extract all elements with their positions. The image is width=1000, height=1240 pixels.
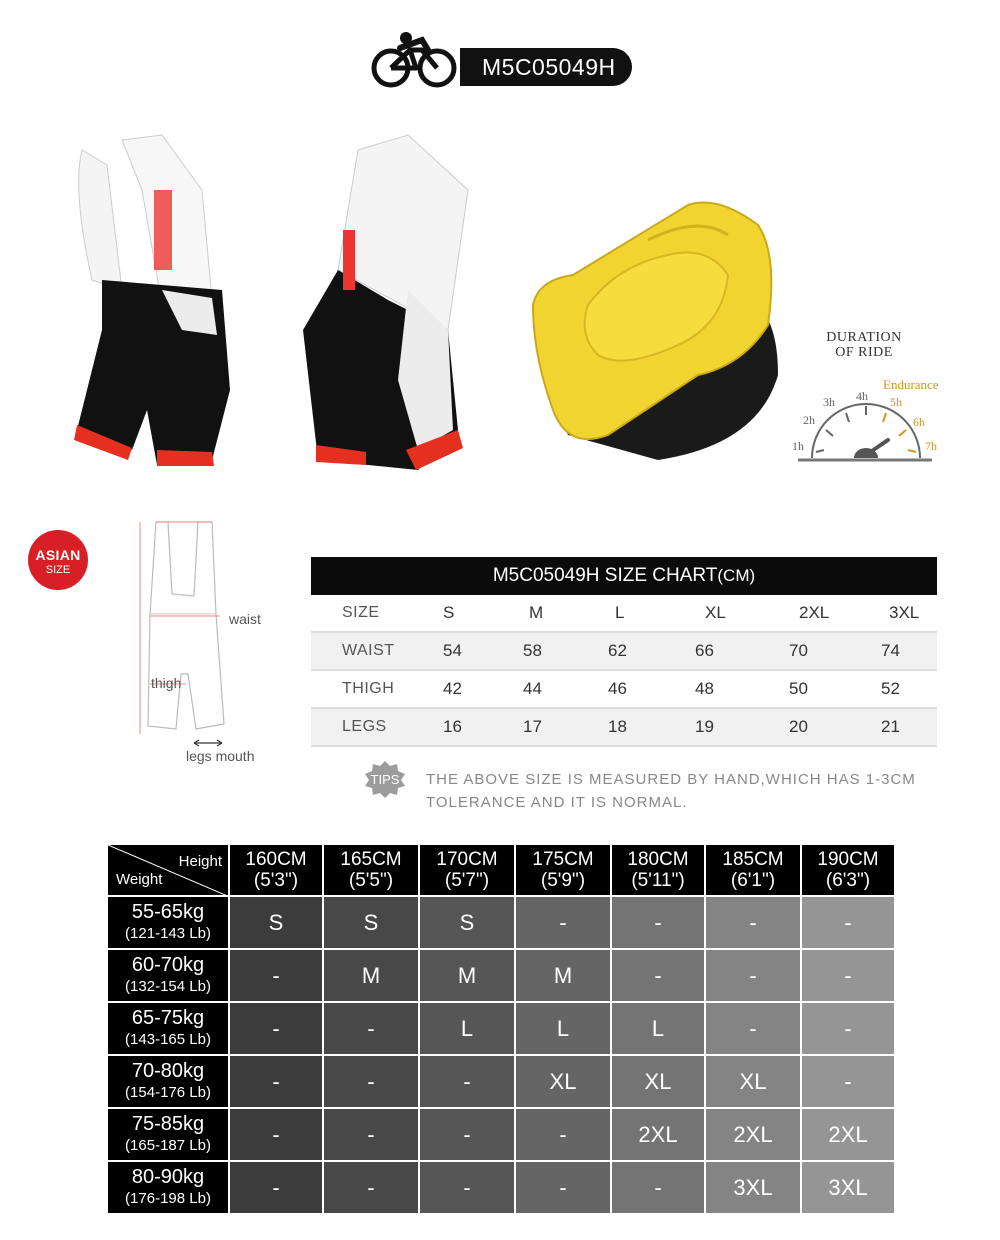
grid-size-cell: L bbox=[515, 1002, 611, 1055]
grid-size-cell: - bbox=[419, 1108, 515, 1161]
grid-size-cell: S bbox=[229, 896, 323, 949]
grid-size-cell: - bbox=[515, 896, 611, 949]
grid-header-row bbox=[107, 844, 895, 896]
grid-row bbox=[107, 1002, 895, 1055]
diagram-label-legs-mouth: legs mouth bbox=[186, 748, 255, 764]
grid-row bbox=[107, 949, 895, 1002]
chamois-pad-image bbox=[528, 195, 788, 465]
grid-size-cell: L bbox=[611, 1002, 705, 1055]
grid-height-col: 170CM (5'7") bbox=[419, 844, 515, 896]
grid-size-cell: - bbox=[323, 1055, 419, 1108]
gauge-endurance-label: Endurance bbox=[883, 377, 939, 392]
grid-size-cell: M bbox=[419, 949, 515, 1002]
grid-size-cell: M bbox=[323, 949, 419, 1002]
diagram-label-thigh: thigh bbox=[151, 675, 182, 691]
grid-weight-cell: 60-70kg (132-154 Lb) bbox=[107, 949, 229, 1002]
grid-size-cell: - bbox=[229, 1161, 323, 1214]
grid-size-cell: XL bbox=[611, 1055, 705, 1108]
grid-size-cell: - bbox=[705, 1002, 801, 1055]
grid-weight-cell: 70-80kg (154-176 Lb) bbox=[107, 1055, 229, 1108]
grid-size-cell: - bbox=[801, 949, 895, 1002]
size-chart-title: M5C05049H SIZE CHART(CM) bbox=[311, 557, 937, 595]
grid-weight-cell: 65-75kg (143-165 Lb) bbox=[107, 1002, 229, 1055]
grid-size-cell: 2XL bbox=[801, 1108, 895, 1161]
grid-height-col: 175CM (5'9") bbox=[515, 844, 611, 896]
grid-size-cell: - bbox=[323, 1161, 419, 1214]
grid-size-cell: S bbox=[419, 896, 515, 949]
grid-weight-cell: 75-85kg (165-187 Lb) bbox=[107, 1108, 229, 1161]
grid-row bbox=[107, 1161, 895, 1214]
bib-shorts-front-image bbox=[298, 130, 478, 470]
grid-height-col: 165CM (5'5") bbox=[323, 844, 419, 896]
grid-size-cell: L bbox=[419, 1002, 515, 1055]
grid-size-cell: - bbox=[611, 949, 705, 1002]
grid-size-cell: 3XL bbox=[705, 1161, 801, 1214]
gauge-tick-2h: 2h bbox=[803, 413, 815, 427]
grid-size-cell: - bbox=[705, 896, 801, 949]
grid-size-cell: M bbox=[515, 949, 611, 1002]
grid-size-cell: - bbox=[229, 1055, 323, 1108]
grid-height-col: 190CM (6'3") bbox=[801, 844, 895, 896]
measurement-diagram bbox=[136, 514, 236, 742]
grid-row bbox=[107, 1108, 895, 1161]
grid-size-cell: - bbox=[611, 1161, 705, 1214]
grid-size-cell: XL bbox=[515, 1055, 611, 1108]
grid-size-cell: - bbox=[229, 1108, 323, 1161]
grid-size-cell: - bbox=[801, 1055, 895, 1108]
grid-row bbox=[107, 1055, 895, 1108]
grid-corner: Height Weight bbox=[107, 844, 229, 896]
grid-size-cell: 2XL bbox=[611, 1108, 705, 1161]
gauge-tick-5h: 5h bbox=[890, 395, 902, 409]
grid-size-cell: - bbox=[611, 896, 705, 949]
grid-size-cell: - bbox=[229, 949, 323, 1002]
grid-height-col: 185CM (6'1") bbox=[705, 844, 801, 896]
model-number: M5C05049H bbox=[460, 48, 632, 86]
legs-mouth-arrow-icon bbox=[192, 738, 224, 748]
grid-size-cell: - bbox=[705, 949, 801, 1002]
grid-size-cell: - bbox=[229, 1002, 323, 1055]
gauge-tick-3h: 3h bbox=[823, 395, 835, 409]
gauge-tick-1h: 1h bbox=[792, 439, 804, 453]
grid-weight-cell: 55-65kg (121-143 Lb) bbox=[107, 896, 229, 949]
grid-size-cell: - bbox=[515, 1108, 611, 1161]
grid-weight-cell: 80-90kg (176-198 Lb) bbox=[107, 1161, 229, 1214]
tips-note: THE ABOVE SIZE IS MEASURED BY HAND,WHICH HAS 1-3CM TOLERANCE AND IT IS NORMAL. bbox=[426, 771, 916, 811]
grid-size-cell: - bbox=[419, 1055, 515, 1108]
gauge-tick-6h: 6h bbox=[913, 415, 925, 429]
grid-size-cell: - bbox=[419, 1161, 515, 1214]
grid-size-cell: - bbox=[323, 1002, 419, 1055]
cyclist-icon bbox=[370, 28, 470, 90]
grid-size-cell: 2XL bbox=[705, 1108, 801, 1161]
size-chart-row-legs: LEGS 16 17 18 19 20 21 bbox=[311, 709, 937, 747]
grid-size-cell: - bbox=[323, 1108, 419, 1161]
tips-icon bbox=[364, 760, 406, 798]
grid-height-col: 160CM (5'3") bbox=[229, 844, 323, 896]
size-chart-row-waist: WAIST 54 58 62 66 70 74 bbox=[311, 633, 937, 671]
grid-size-cell: - bbox=[801, 1002, 895, 1055]
size-chart-header-row: SIZE S M L XL 2XL 3XL bbox=[311, 595, 937, 633]
svg-text:TIPS: TIPS bbox=[370, 772, 400, 787]
grid-size-cell: 3XL bbox=[801, 1161, 895, 1214]
grid-row bbox=[107, 896, 895, 949]
bib-shorts-back-image bbox=[62, 130, 242, 470]
asian-size-badge: ASIAN SIZE bbox=[28, 530, 88, 590]
grid-height-col: 180CM (5'11") bbox=[611, 844, 705, 896]
height-weight-grid bbox=[106, 843, 896, 1215]
gauge-title: DURATION OF RIDE bbox=[826, 330, 902, 360]
grid-size-cell: XL bbox=[705, 1055, 801, 1108]
grid-size-cell: S bbox=[323, 896, 419, 949]
gauge-tick-7h: 7h bbox=[925, 439, 937, 453]
size-chart-row-thigh: THIGH 42 44 46 48 50 52 bbox=[311, 671, 937, 709]
grid-size-cell: - bbox=[515, 1161, 611, 1214]
size-chart bbox=[311, 557, 937, 747]
diagram-label-waist: waist bbox=[229, 611, 261, 627]
model-badge bbox=[370, 28, 632, 90]
gauge-tick-4h: 4h bbox=[856, 389, 868, 403]
grid-size-cell: - bbox=[801, 896, 895, 949]
duration-gauge-icon bbox=[796, 400, 936, 465]
